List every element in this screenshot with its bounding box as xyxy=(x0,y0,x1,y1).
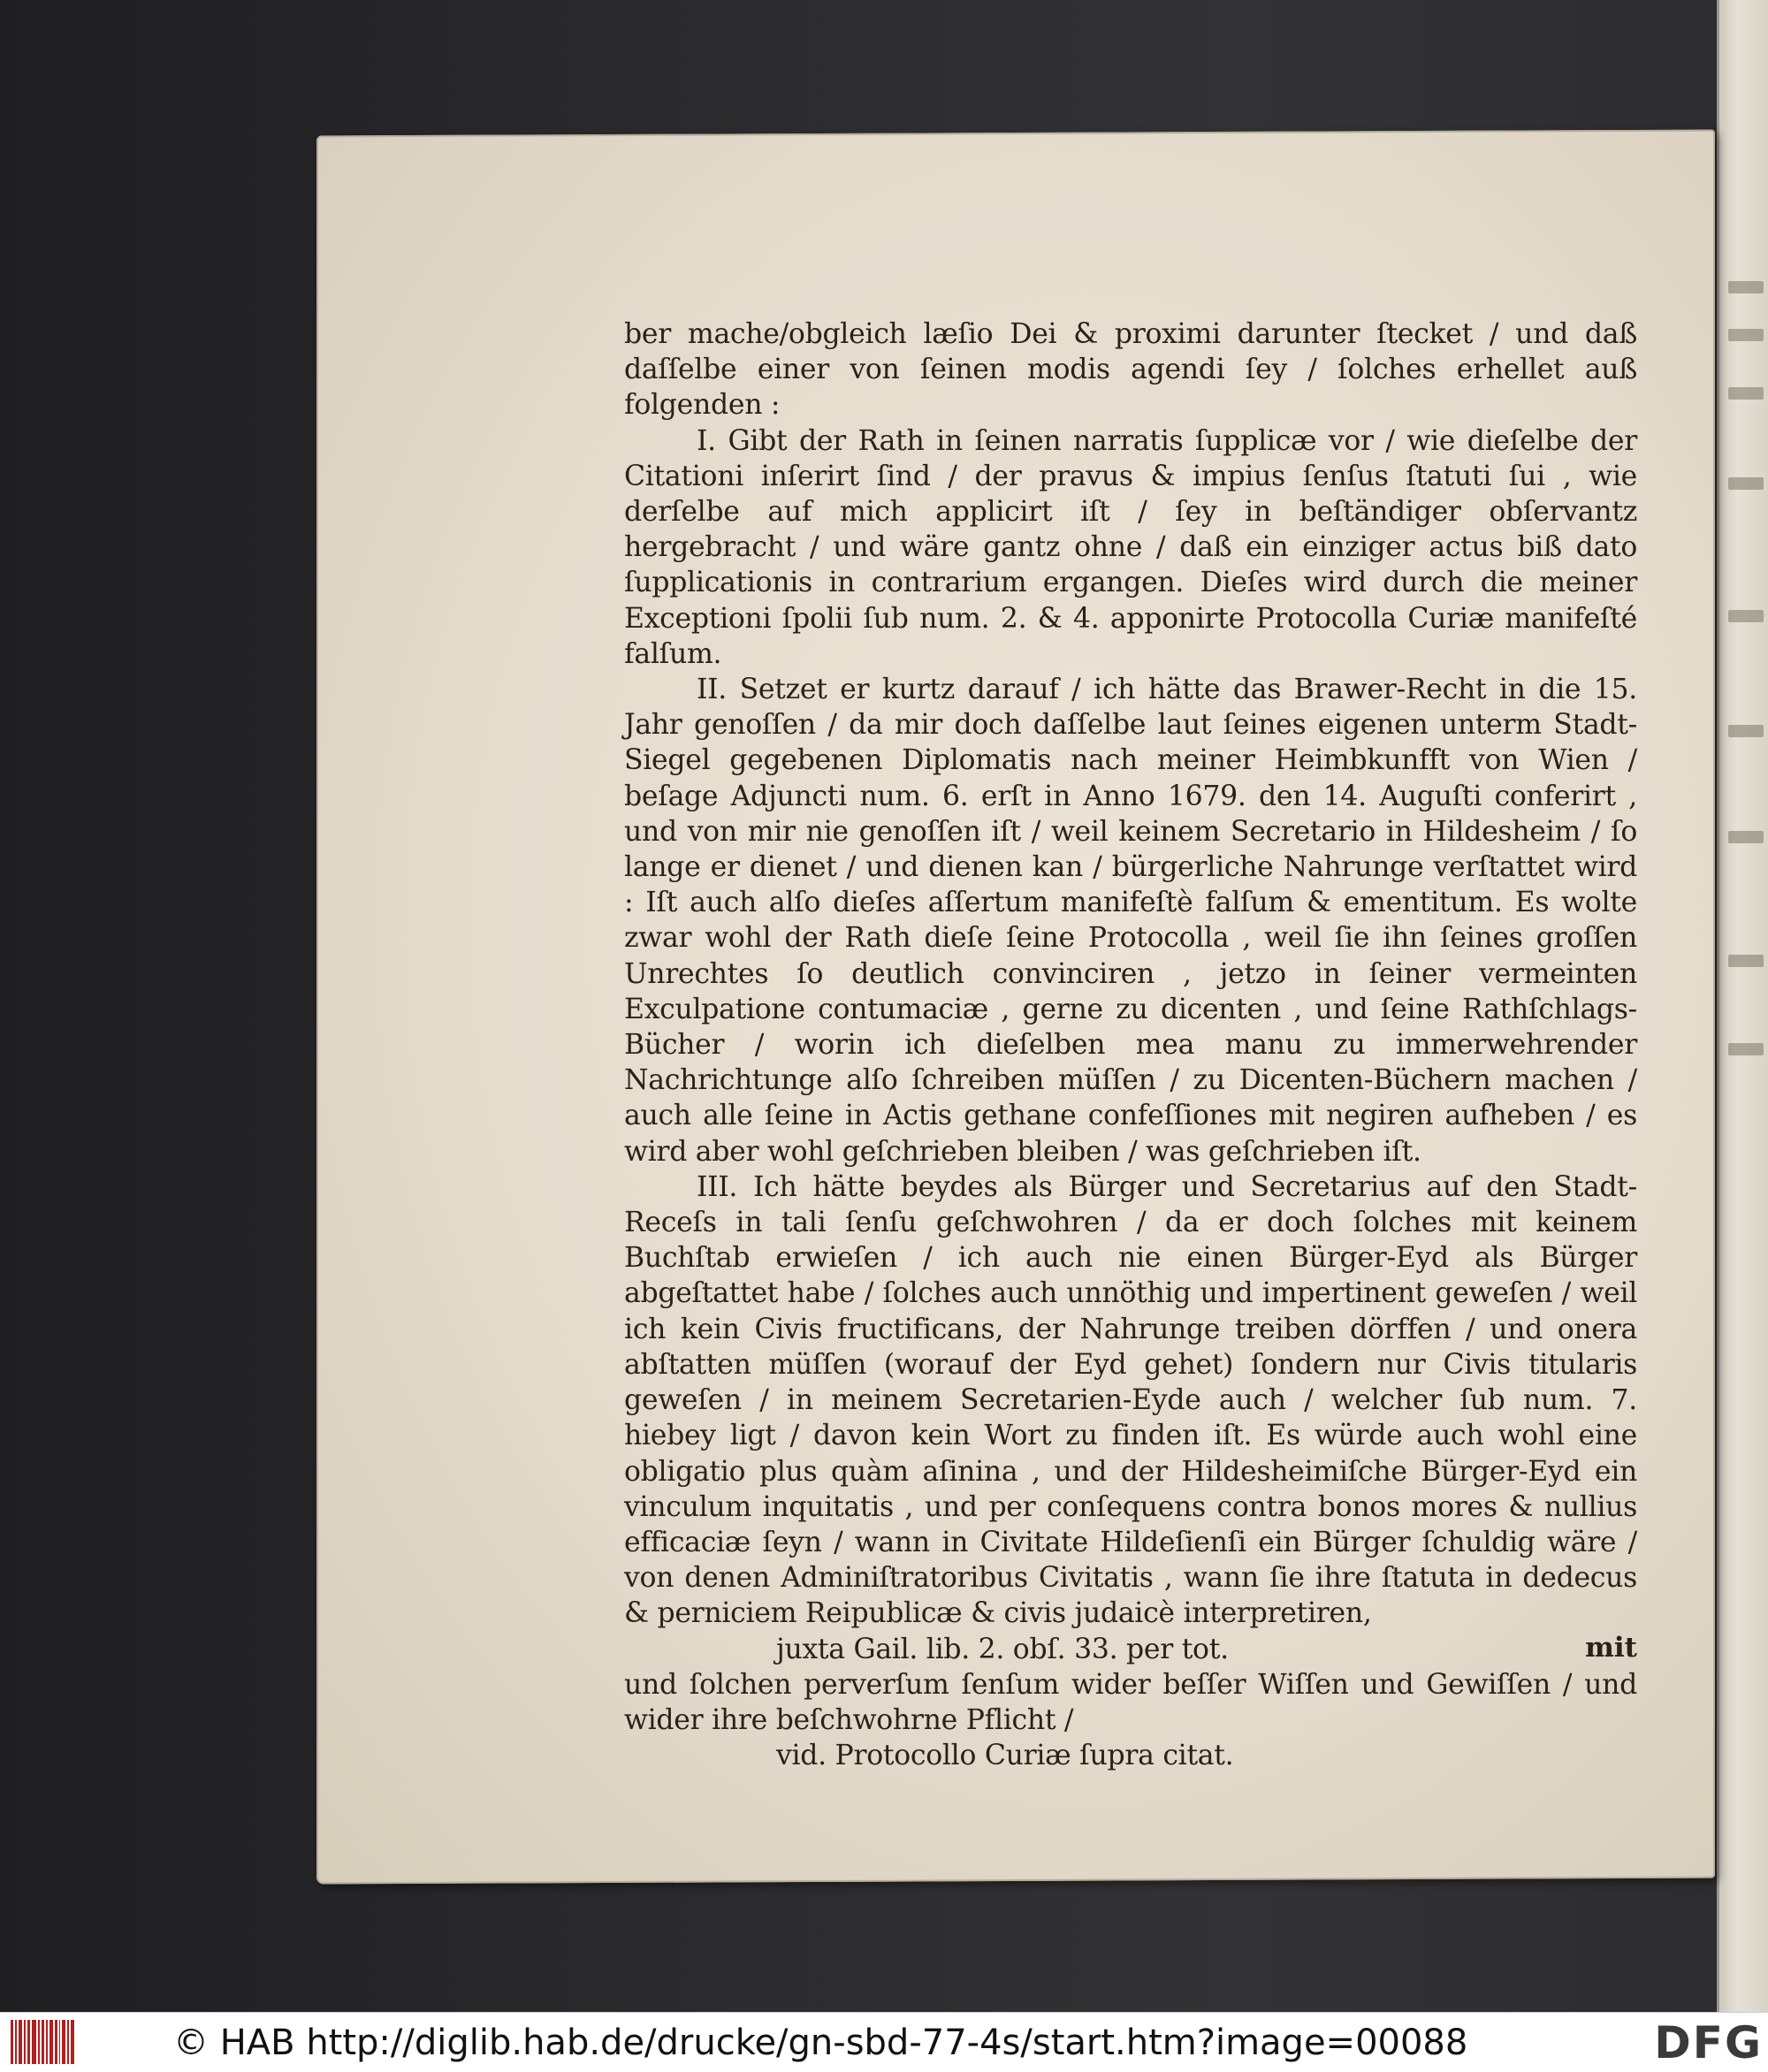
dfg-logo: DFG xyxy=(1654,2017,1763,2068)
paragraph-i: I. Gibt der Rath in ſeinen narratis ſupplicæ vor / wie dieſelbe der Citationi inſerirt ſind / der pravus & impius ſenſus ſtatuti ſui , wie derſelbe auf mich applicirt iſt / ſey in beſtändiger obſervantz hergebracht / und wäre gantz ohne / daß ein einziger actus biß dato ſupplicationis in contrarium ergangen. Dieſes wird durch die meiner Exceptioni ſpolii ſub num. 2. & 4. apponirte Protocolla Curiæ manifeſté falſum. xyxy=(624,424,1637,670)
adjacent-page-edge xyxy=(1717,0,1768,2012)
paragraph-continuation: ber mache/obgleich læſio Dei & proximi darunter ſtecket / und daß daſſelbe einer von ſeinen modis agendi ſey / ſolches erhellet auß folgenden : xyxy=(624,318,1637,422)
paragraph-iii: III. Ich hätte beydes als Bürger und Secretarius auf den Stadt-Receſs in tali ſenſu geſchwohren / da er doch ſolches mit keinem Buchſtab erwieſen / ich auch nie einen Bürger-Eyd als Bürger abgeſtattet habe / ſolches auch unnöthig und impertinent geweſen / weil ich kein Civis fructificans, der Nahrunge treiben dörffen / und onera abſtatten müſſen (worauf der Eyd gehet) ſondern nur Civis titularis geweſen / in meinem Secretarien-Eyde auch / welcher ſub num. 7. hiebey ligt / davon kein Wort zu finden iſt. Es würde auch wohl eine obligatio plus quàm aſinina , und der Hildesheimiſche Bürger-Eyd ein vinculum inquitatis , und per conſequens contra bonos mores & nullius efficaciæ ſeyn / wann in Civitate Hildeſienſi ein Bürger ſchuldig wäre / von denen Adminiſtratoribus Civitatis , wann ſie ihre ſtatuta in dedecus & perniciem Reipublicæ & civis judaicè interpretiren, xyxy=(624,1170,1637,1630)
citation-gail: juxta Gail. lib. 2. obſ. 33. per tot. xyxy=(776,1633,1229,1665)
paragraph-ii: II. Setzet er kurtz darauf / ich hätte das Brawer-Recht in die 15. Jahr genoſſen / da mir doch daſſelbe laut ſeines eigenen unterm Stadt-Siegel gegebenen Diplomatis nach meiner Heimbkunfft von Wien / beſage Adjuncti num. 6. erſt in Anno 1679. den 14. Auguſti conferirt , und von mir nie genoſſen iſt / weil keinem Secretario in Hildesheim / ſo lange er dienet / und dienen kan / bürgerliche Nahrunge verſtattet wird : Iſt auch alſo dieſes aſſertum manifeſtè falſum & ementitum. Es wolte zwar wohl der Rath dieſe ſeine Protocolla , weil ſie ihn ſeines groſſen Unrechtes ſo deutlich convinciren , jetzo in ſeiner vermeinten Exculpatione contumaciæ , gerne zu dicenten , und ſeine Rathſchlags-Bücher / worin ich dieſelben mea manu zu immerwehrender Nachrichtunge alſo ſchreiben müſſen / zu Dicenten-Büchern machen / auch alle ſeine in Actis gethane confeſſiones mit negiren aufheben / es wird aber wohl geſchrieben bleiben / was geſchrieben iſt. xyxy=(624,674,1637,1168)
page-body-text xyxy=(624,316,1637,1773)
paragraph-conclusion: und ſolchen perverſum ſenſum wider beſſer Wiſſen und Gewiſſen / und wider ihre beſchwohrne Pflicht / xyxy=(624,1668,1637,1736)
footer-bar xyxy=(0,2012,1768,2072)
citation-protocollo: vid. Protocollo Curiæ ſupra citat. xyxy=(776,1740,1234,1772)
copyright-link[interactable]: © HAB http://diglib.hab.de/drucke/gn-sbd-77-4s/start.htm?image=00088 xyxy=(173,2022,1468,2063)
catchword: mit xyxy=(1585,1632,1637,1664)
barcode-icon xyxy=(11,2020,74,2064)
